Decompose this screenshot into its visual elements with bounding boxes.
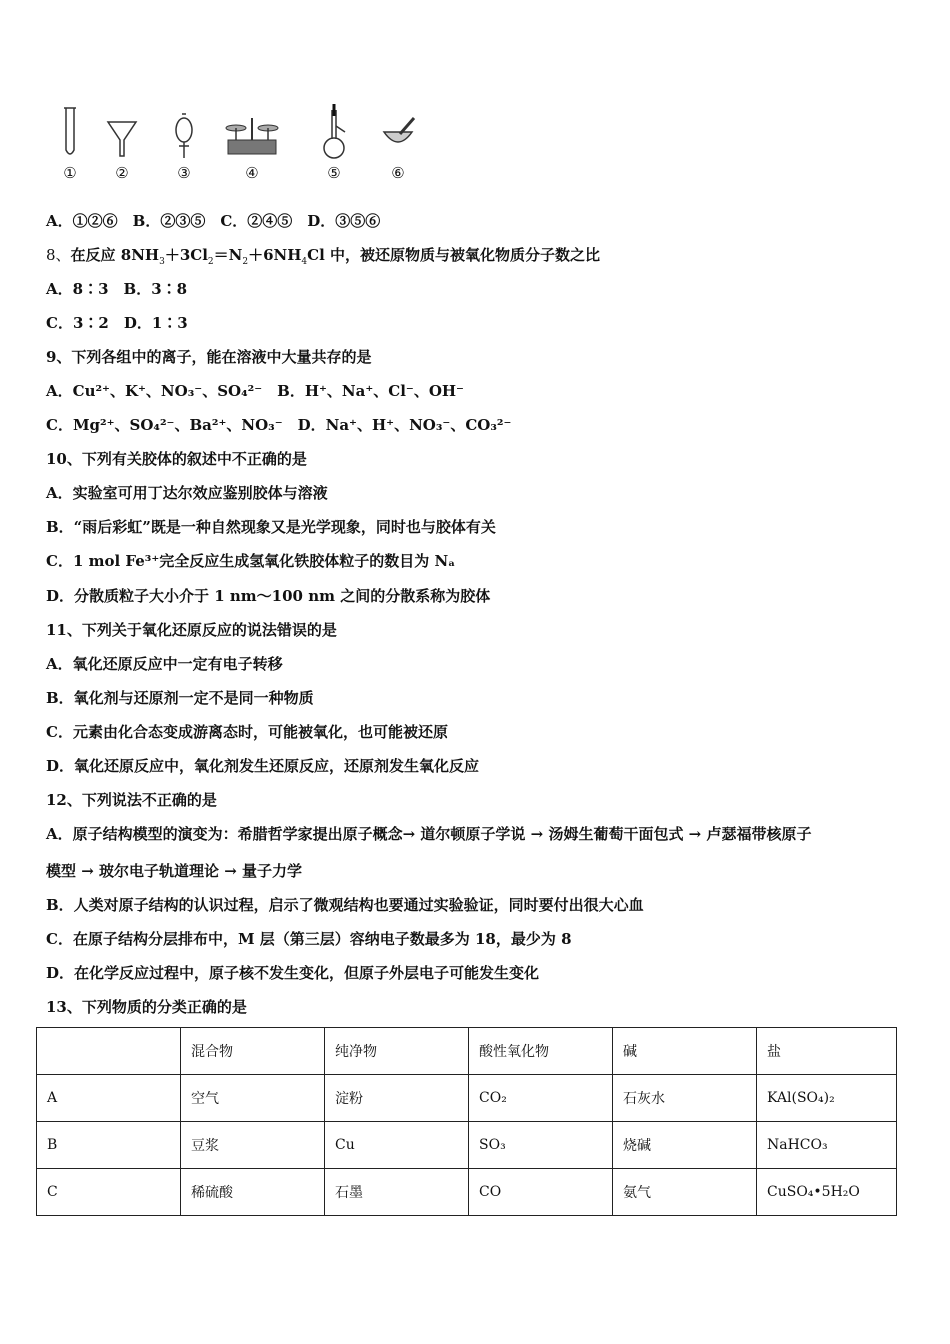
table-row — [37, 1122, 897, 1169]
apparatus-number: ④ — [245, 164, 259, 182]
q8-text: 在反应 8NH — [70, 246, 160, 264]
table-cell: CuSO₄•5H₂O — [757, 1169, 897, 1216]
q8-text: Cl 中，被还原物质与被氧化物质分子数之比 — [307, 246, 601, 264]
table-cell: 豆浆 — [181, 1122, 325, 1169]
table-cell: Cu — [325, 1122, 469, 1169]
apparatus-number: ⑤ — [327, 164, 341, 182]
apparatus-number: ① — [63, 164, 77, 182]
q11-option-d: D．氧化还原反应中，氧化剂发生还原反应，还原剂发生氧化反应 — [46, 757, 480, 775]
table-cell: SO₃ — [469, 1122, 613, 1169]
table-cell: B — [37, 1122, 181, 1169]
q12-option-c: C．在原子结构分层排布中，M 层（第三层）容纳电子数最多为 18，最少为 8 — [46, 930, 572, 948]
table-cell: CO₂ — [469, 1075, 613, 1122]
funnel-icon — [105, 104, 139, 160]
q8-stem — [46, 245, 600, 265]
balance-icon — [222, 104, 282, 160]
q12-option-d: D．在化学反应过程中，原子核不发生变化，但原子外层电子可能发生变化 — [46, 964, 540, 982]
q9-option-cd: C．Mg²⁺、SO₄²⁻、Ba²⁺、NO₃⁻ D．Na⁺、H⁺、NO₃⁻、CO₃²⁻ — [46, 416, 512, 434]
q12-option-a-line1: A．原子结构模型的演变为：希腊哲学家提出原子概念→ 道尔顿原子学说 → 汤姆生葡萄干面包式 → 卢瑟福带核原子 — [46, 825, 812, 843]
q7-options: A．①②⑥ B．②③⑤ C．②④⑤ D．③⑤⑥ — [46, 212, 381, 230]
apparatus-item — [368, 104, 428, 182]
table-header-cell: 酸性氧化物 — [469, 1028, 613, 1075]
q11-option-b: B．氧化剂与还原剂一定不是同一种物质 — [46, 689, 314, 707]
table-cell: 石墨 — [325, 1169, 469, 1216]
mortar-pestle-icon — [378, 104, 418, 160]
q10-stem: 10、下列有关胶体的叙述中不正确的是 — [46, 450, 307, 468]
distillation-flask-icon — [319, 104, 349, 160]
subscript: 2 — [207, 257, 214, 267]
separatory-funnel-icon — [169, 104, 199, 160]
table-cell: KAl(SO₄)₂ — [757, 1075, 897, 1122]
apparatus-number: ② — [115, 164, 129, 182]
q9-stem: 9、下列各组中的离子，能在溶液中大量共存的是 — [46, 348, 372, 366]
table-header-cell: 纯净物 — [325, 1028, 469, 1075]
table-header-cell: 碱 — [613, 1028, 757, 1075]
table-cell: C — [37, 1169, 181, 1216]
apparatus-item — [154, 104, 214, 182]
apparatus-figure — [40, 104, 440, 194]
q10-option-c: C．1 mol Fe³⁺完全反应生成氢氧化铁胶体粒子的数目为 Nₐ — [46, 552, 456, 570]
apparatus-number: ③ — [177, 164, 191, 182]
table-cell: NaHCO₃ — [757, 1122, 897, 1169]
question-number: 8、 — [46, 246, 71, 264]
q12-stem: 12、下列说法不正确的是 — [46, 791, 217, 809]
subscript: 4 — [301, 257, 308, 267]
test-tube-icon — [60, 104, 80, 160]
table-row — [37, 1169, 897, 1216]
table-header-cell: 盐 — [757, 1028, 897, 1075]
table-cell: 烧碱 — [613, 1122, 757, 1169]
table-cell: 稀硫酸 — [181, 1169, 325, 1216]
table-header-cell — [37, 1028, 181, 1075]
apparatus-item — [304, 104, 364, 182]
q8-text: ＋6NH — [248, 246, 302, 264]
apparatus-number: ⑥ — [391, 164, 405, 182]
q10-option-b: B．“雨后彩虹”既是一种自然现象又是光学现象，同时也与胶体有关 — [46, 518, 496, 536]
table-header-cell: 混合物 — [181, 1028, 325, 1075]
table-cell: 淀粉 — [325, 1075, 469, 1122]
apparatus-item — [222, 104, 282, 182]
q12-option-a-line2: 模型 → 玻尔电子轨道理论 → 量子力学 — [46, 862, 303, 880]
apparatus-item — [40, 104, 100, 182]
q12-option-b: B．人类对原子结构的认识过程，启示了微观结构也要通过实验验证，同时要付出很大心血 — [46, 896, 644, 914]
subscript: 3 — [159, 257, 165, 267]
q10-option-a: A．实验室可用丁达尔效应鉴别胶体与溶液 — [46, 484, 328, 502]
q8-options-cd: C．3∶2 D．1∶3 — [46, 314, 188, 332]
table-cell: 氨气 — [613, 1169, 757, 1216]
q13-stem: 13、下列物质的分类正确的是 — [46, 998, 247, 1016]
q8-text: ＝N — [213, 246, 243, 264]
classification-table — [36, 1027, 897, 1216]
q8-text: ＋3Cl — [164, 246, 208, 264]
table-cell: 空气 — [181, 1075, 325, 1122]
q9-option-ab: A．Cu²⁺、K⁺、NO₃⁻、SO₄²⁻ B．H⁺、Na⁺、Cl⁻、OH⁻ — [46, 382, 464, 400]
q11-stem: 11、下列关于氧化还原反应的说法错误的是 — [46, 621, 337, 639]
table-header-row — [37, 1028, 897, 1075]
q8-options-ab: A．8∶3 B．3∶8 — [46, 280, 188, 298]
q11-option-a: A．氧化还原反应中一定有电子转移 — [46, 655, 283, 673]
subscript: 2 — [242, 257, 249, 267]
q10-option-d: D．分散质粒子大小介于 1 nm～100 nm 之间的分散系称为胶体 — [46, 587, 491, 605]
table-row — [37, 1075, 897, 1122]
table-cell: 石灰水 — [613, 1075, 757, 1122]
apparatus-item — [92, 104, 152, 182]
table-cell: CO — [469, 1169, 613, 1216]
table-cell: A — [37, 1075, 181, 1122]
q11-option-c: C．元素由化合态变成游离态时，可能被氧化，也可能被还原 — [46, 723, 448, 741]
